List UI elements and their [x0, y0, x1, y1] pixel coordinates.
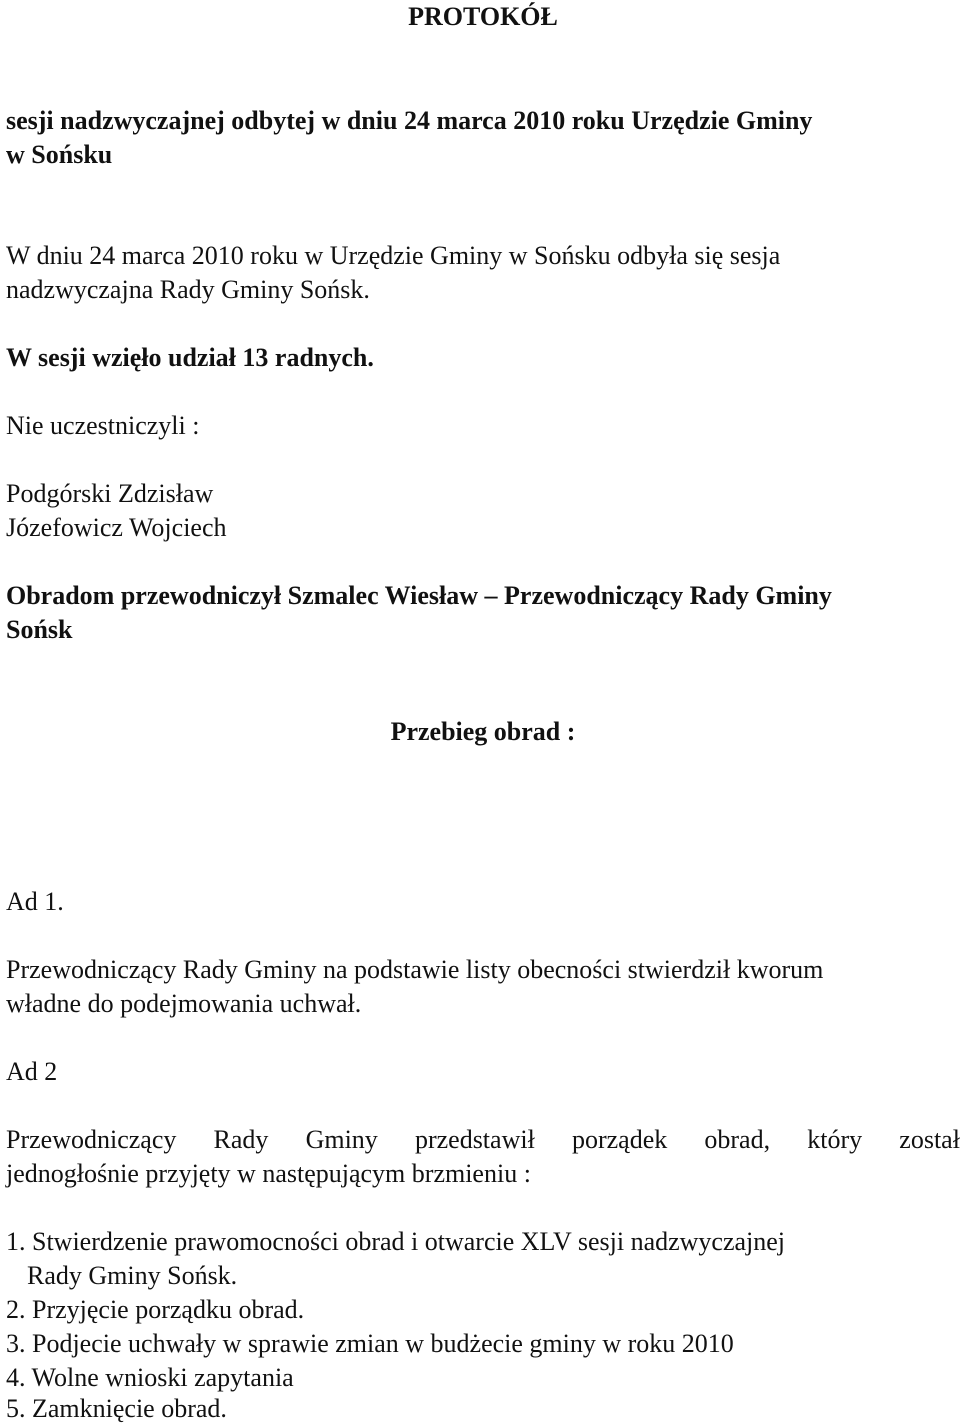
- subtitle-line-2: w Sońsku: [6, 140, 113, 169]
- ad2-word: przedstawił: [414, 1125, 535, 1154]
- agenda-item: 4. Wolne wnioski zapytania: [6, 1363, 294, 1392]
- absent-person: Podgórski Zdzisław: [6, 479, 214, 508]
- ad2-line-1: [6, 1123, 960, 1157]
- ad1-label: Ad 1.: [6, 887, 64, 916]
- ad2-label: Ad 2: [6, 1057, 58, 1086]
- agenda-item: 2. Przyjęcie porządku obrad.: [6, 1295, 305, 1324]
- ad2-word: obrad,: [704, 1125, 771, 1154]
- ad2-word: który: [807, 1125, 863, 1154]
- chair-line-1: Obradom przewodniczył Szmalec Wiesław – Przewodniczący Rady Gminy: [6, 581, 832, 610]
- intro-line-2: nadzwyczajna Rady Gminy Sońsk.: [6, 275, 370, 304]
- ad2-line-2: jednogłośnie przyjęty w następującym brzmieniu :: [6, 1159, 531, 1188]
- absent-person: Józefowicz Wojciech: [6, 513, 227, 542]
- ad2-word: Rady: [213, 1125, 269, 1154]
- agenda-item: 3. Podjecie uchwały w sprawie zmian w budżecie gminy w roku 2010: [6, 1329, 734, 1358]
- intro-line-1: W dniu 24 marca 2010 roku w Urzędzie Gminy w Sońsku odbyła się sesja: [6, 241, 781, 270]
- ad2-word: Przewodniczący: [6, 1125, 177, 1154]
- document-title: PROTOKÓŁ: [408, 2, 558, 31]
- ad1-line-2: władne do podejmowania uchwał.: [6, 989, 362, 1018]
- chair-line-2: Sońsk: [6, 615, 73, 644]
- subtitle-line-1: sesji nadzwyczajnej odbytej w dniu 24 marca 2010 roku Urzędzie Gminy: [6, 106, 813, 135]
- absent-label: Nie uczestniczyli :: [6, 411, 200, 440]
- ad1-line-1: Przewodniczący Rady Gminy na podstawie listy obecności stwierdził kworum: [6, 955, 824, 984]
- agenda-item: 5. Zamknięcie obrad.: [6, 1394, 227, 1423]
- ad2-word: Gminy: [305, 1125, 378, 1154]
- ad2-word: porządek: [571, 1125, 668, 1154]
- ad2-word: został: [899, 1125, 960, 1154]
- attendance-text: W sesji wzięło udział 13 radnych.: [6, 343, 374, 372]
- agenda-item-continuation: Rady Gminy Sońsk.: [27, 1261, 238, 1290]
- proceedings-heading: Przebieg obrad :: [390, 717, 576, 746]
- agenda-item: 1. Stwierdzenie prawomocności obrad i otwarcie XLV sesji nadzwyczajnej: [6, 1227, 786, 1256]
